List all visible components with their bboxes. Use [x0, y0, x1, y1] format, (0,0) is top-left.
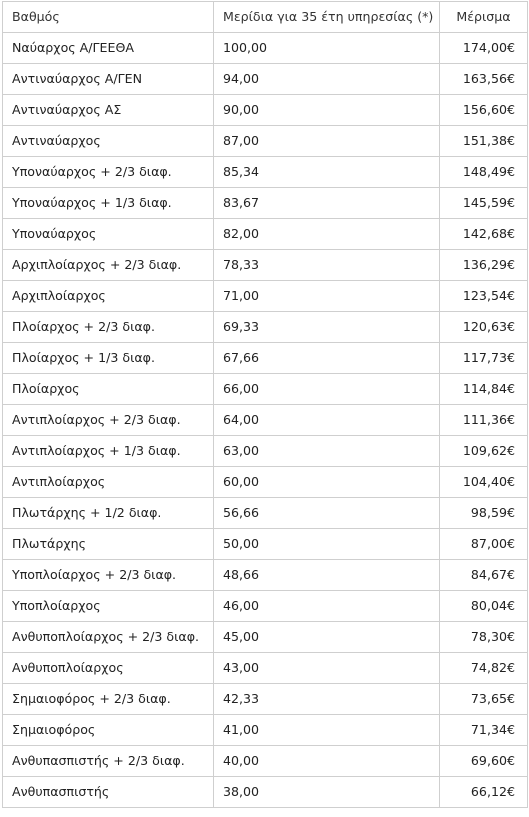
header-rank: Βαθμός — [3, 2, 214, 33]
table-row — [3, 64, 528, 95]
table-row — [3, 33, 528, 64]
shares-cell: 48,66 — [214, 560, 440, 591]
shares-cell: 67,66 — [214, 343, 440, 374]
rank-cell: Πλοίαρχος + 2/3 διαφ. — [3, 312, 214, 343]
rank-cell: Πλωτάρχης — [3, 529, 214, 560]
shares-cell: 82,00 — [214, 219, 440, 250]
dividend-cell: 69,60€ — [440, 746, 528, 777]
shares-cell: 45,00 — [214, 622, 440, 653]
shares-cell: 40,00 — [214, 746, 440, 777]
shares-cell: 85,34 — [214, 157, 440, 188]
rank-cell: Αντιπλοίαρχος — [3, 467, 214, 498]
header-dividend: Μέρισμα — [440, 2, 528, 33]
rank-cell: Αρχιπλοίαρχος + 2/3 διαφ. — [3, 250, 214, 281]
dividend-cell: 156,60€ — [440, 95, 528, 126]
dividend-cell: 111,36€ — [440, 405, 528, 436]
table-row — [3, 529, 528, 560]
rank-cell: Αντιναύαρχος ΑΣ — [3, 95, 214, 126]
table-row — [3, 591, 528, 622]
rank-cell: Υποπλοίαρχος + 2/3 διαφ. — [3, 560, 214, 591]
rank-cell: Αρχιπλοίαρχος — [3, 281, 214, 312]
table-row — [3, 622, 528, 653]
dividend-cell: 120,63€ — [440, 312, 528, 343]
table-row — [3, 157, 528, 188]
shares-cell: 87,00 — [214, 126, 440, 157]
table-row — [3, 746, 528, 777]
shares-cell: 90,00 — [214, 95, 440, 126]
table-row — [3, 281, 528, 312]
table-row — [3, 250, 528, 281]
dividend-cell: 151,38€ — [440, 126, 528, 157]
rank-cell: Αντιναύαρχος — [3, 126, 214, 157]
dividend-cell: 78,30€ — [440, 622, 528, 653]
shares-cell: 78,33 — [214, 250, 440, 281]
shares-cell: 69,33 — [214, 312, 440, 343]
dividend-cell: 71,34€ — [440, 715, 528, 746]
dividend-cell: 87,00€ — [440, 529, 528, 560]
table-row — [3, 219, 528, 250]
table-row — [3, 343, 528, 374]
table-row — [3, 405, 528, 436]
table-row — [3, 653, 528, 684]
shares-cell: 42,33 — [214, 684, 440, 715]
rank-cell: Ανθυπασπιστής + 2/3 διαφ. — [3, 746, 214, 777]
shares-cell: 60,00 — [214, 467, 440, 498]
header-shares: Μερίδια για 35 έτη υπηρεσίας (*) — [214, 2, 440, 33]
table-row — [3, 95, 528, 126]
shares-cell: 50,00 — [214, 529, 440, 560]
shares-cell: 41,00 — [214, 715, 440, 746]
dividend-cell: 73,65€ — [440, 684, 528, 715]
table-row — [3, 374, 528, 405]
header-row — [3, 2, 528, 33]
dividend-cell: 74,82€ — [440, 653, 528, 684]
shares-cell: 83,67 — [214, 188, 440, 219]
table-row — [3, 467, 528, 498]
dividend-cell: 84,67€ — [440, 560, 528, 591]
table-row — [3, 188, 528, 219]
rank-cell: Πλοίαρχος — [3, 374, 214, 405]
table-row — [3, 498, 528, 529]
shares-cell: 38,00 — [214, 777, 440, 808]
dividend-cell: 123,54€ — [440, 281, 528, 312]
table-row — [3, 715, 528, 746]
rank-cell: Ανθυποπλοίαρχος — [3, 653, 214, 684]
table-row — [3, 312, 528, 343]
table-row — [3, 777, 528, 808]
rank-cell: Σημαιοφόρος — [3, 715, 214, 746]
dividend-cell: 98,59€ — [440, 498, 528, 529]
rank-cell: Υποναύαρχος + 2/3 διαφ. — [3, 157, 214, 188]
dividend-cell: 163,56€ — [440, 64, 528, 95]
dividend-cell: 109,62€ — [440, 436, 528, 467]
dividend-cell: 80,04€ — [440, 591, 528, 622]
dividend-table — [2, 1, 528, 808]
shares-cell: 94,00 — [214, 64, 440, 95]
dividend-cell: 145,59€ — [440, 188, 528, 219]
rank-cell: Πλοίαρχος + 1/3 διαφ. — [3, 343, 214, 374]
shares-cell: 43,00 — [214, 653, 440, 684]
shares-cell: 66,00 — [214, 374, 440, 405]
shares-cell: 56,66 — [214, 498, 440, 529]
dividend-cell: 148,49€ — [440, 157, 528, 188]
rank-cell: Αντιπλοίαρχος + 2/3 διαφ. — [3, 405, 214, 436]
table-row — [3, 436, 528, 467]
rank-cell: Σημαιοφόρος + 2/3 διαφ. — [3, 684, 214, 715]
rank-cell: Υποναύαρχος + 1/3 διαφ. — [3, 188, 214, 219]
table-row — [3, 684, 528, 715]
rank-cell: Ανθυποπλοίαρχος + 2/3 διαφ. — [3, 622, 214, 653]
rank-cell: Αντιναύαρχος Α/ΓΕΝ — [3, 64, 214, 95]
dividend-cell: 114,84€ — [440, 374, 528, 405]
rank-cell: Ναύαρχος Α/ΓΕΕΘΑ — [3, 33, 214, 64]
shares-cell: 46,00 — [214, 591, 440, 622]
dividend-cell: 142,68€ — [440, 219, 528, 250]
shares-cell: 100,00 — [214, 33, 440, 64]
rank-cell: Υποπλοίαρχος — [3, 591, 214, 622]
table-row — [3, 126, 528, 157]
shares-cell: 64,00 — [214, 405, 440, 436]
rank-cell: Πλωτάρχης + 1/2 διαφ. — [3, 498, 214, 529]
rank-cell: Ανθυπασπιστής — [3, 777, 214, 808]
table-row — [3, 560, 528, 591]
rank-cell: Υποναύαρχος — [3, 219, 214, 250]
dividend-cell: 66,12€ — [440, 777, 528, 808]
dividend-cell: 136,29€ — [440, 250, 528, 281]
dividend-cell: 104,40€ — [440, 467, 528, 498]
dividend-cell: 174,00€ — [440, 33, 528, 64]
shares-cell: 71,00 — [214, 281, 440, 312]
rank-cell: Αντιπλοίαρχος + 1/3 διαφ. — [3, 436, 214, 467]
shares-cell: 63,00 — [214, 436, 440, 467]
dividend-cell: 117,73€ — [440, 343, 528, 374]
